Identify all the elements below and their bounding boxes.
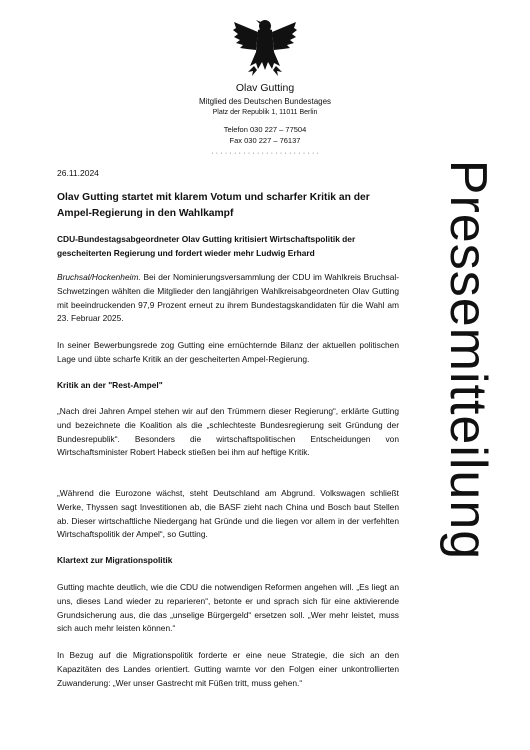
paragraph-intro-text: Bei der Nominierungsversammlung der CDU im Wahlkreis Bruchsal-Schwetzingen wählten die Mitglieder den langjährigen Wahlkreisabgeordneten Olav Gutting mit beeindruckenden 97,9 Prozent erneut zu ihrem Bundestagskandidaten für die Wahl am 23. Februar 2025.: [57, 272, 400, 324]
letterhead-telefon: Telefon 030 227 – 77504: [223, 125, 307, 134]
dateline-location: Bruchsal/Hockenheim.: [57, 272, 141, 282]
paragraph-economy-quote: „Während die Eurozone wächst, steht Deutschland am Abgrund. Volkswagen schließt Werke, Thyssen sagt Investitionen ab, die BASF zieht nach China und Bosch baut Stellen ab. Dieser wirtschaftliche Niedergang hat Gründe und die liegen vor allem in der verfehlten Wirtschaftspolitik der Ampel“, so Gutting.: [57, 488, 399, 540]
bundesadler-icon: [232, 14, 298, 78]
press-subheadline: CDU-Bundestagsabgeordneter Olav Gutting kritisiert Wirtschaftspolitik der gescheiterten Regierung und fordert wieder mehr Ludwig Erhard: [57, 234, 356, 258]
letterhead-address: Platz der Republik 1, 11011 Berlin: [212, 109, 318, 116]
section-heading-ampel: Kritik an der "Rest-Ampel": [57, 380, 163, 390]
letterhead-fax: Fax 030 227 – 76137: [229, 136, 301, 145]
letterhead-role: Mitglied des Deutschen Bundestages: [198, 97, 332, 106]
paragraph-intro: [57, 271, 399, 326]
letterhead-name: Olav Gutting: [235, 82, 295, 94]
press-headline: Olav Gutting startet mit klarem Votum und scharfer Kritik an der Ampel-Regierung in den Wahlkampf: [57, 192, 370, 219]
letterhead-email-cutoff: · · · · · · · · · · · · · · · · · · · · · · · ·: [211, 148, 319, 155]
paragraph-reforms: Gutting machte deutlich, wie die CDU die notwendigen Reformen angehen will. „Es liegt an uns, dieses Land wieder zu reparieren“, betonte er und sprach sich für eine aktivierende Grundsicherung aus, die das „unselige Bürgergeld“ ersetzen soll. „Wer mehr leistet, muss sich auch mehr leisten können.“: [57, 582, 399, 634]
section-heading-migration: Klartext zur Migrationspolitik: [57, 555, 173, 565]
paragraph-migration: In Bezug auf die Migrationspolitik forderte er eine neue Strategie, die sich an den Kapazitäten des Landes orientiert. Gutting warnte vor den Folgen einer unkontrollierten Zuwanderung: „Wer unser Gastrecht mit Füßen tritt, muss gehen.“: [57, 650, 399, 688]
release-date: 26.11.2024: [57, 168, 99, 178]
vertical-title-text: Pressemitteilung: [439, 159, 498, 561]
paragraph-speech: In seiner Bewerbungsrede zog Gutting eine ernüchternde Bilanz der aktuellen politischen Lage und übte scharfe Kritik an der gescheiterten Ampel-Regierung.: [57, 340, 399, 364]
paragraph-ampel-quote: „Nach drei Jahren Ampel stehen wir auf den Trümmern dieser Regierung“, erklärte Gutting und bezeichnete die Koalition als die „schlechteste Bundesregierung seit Gründung der Bundesrepublik“. Besonders die wirtschaftspolitischen Entscheidungen von Wirtschaftsminister Robert Habeck stießen bei ihm auf heftige Kritik.: [57, 406, 399, 458]
document-type-title: [428, 80, 508, 640]
